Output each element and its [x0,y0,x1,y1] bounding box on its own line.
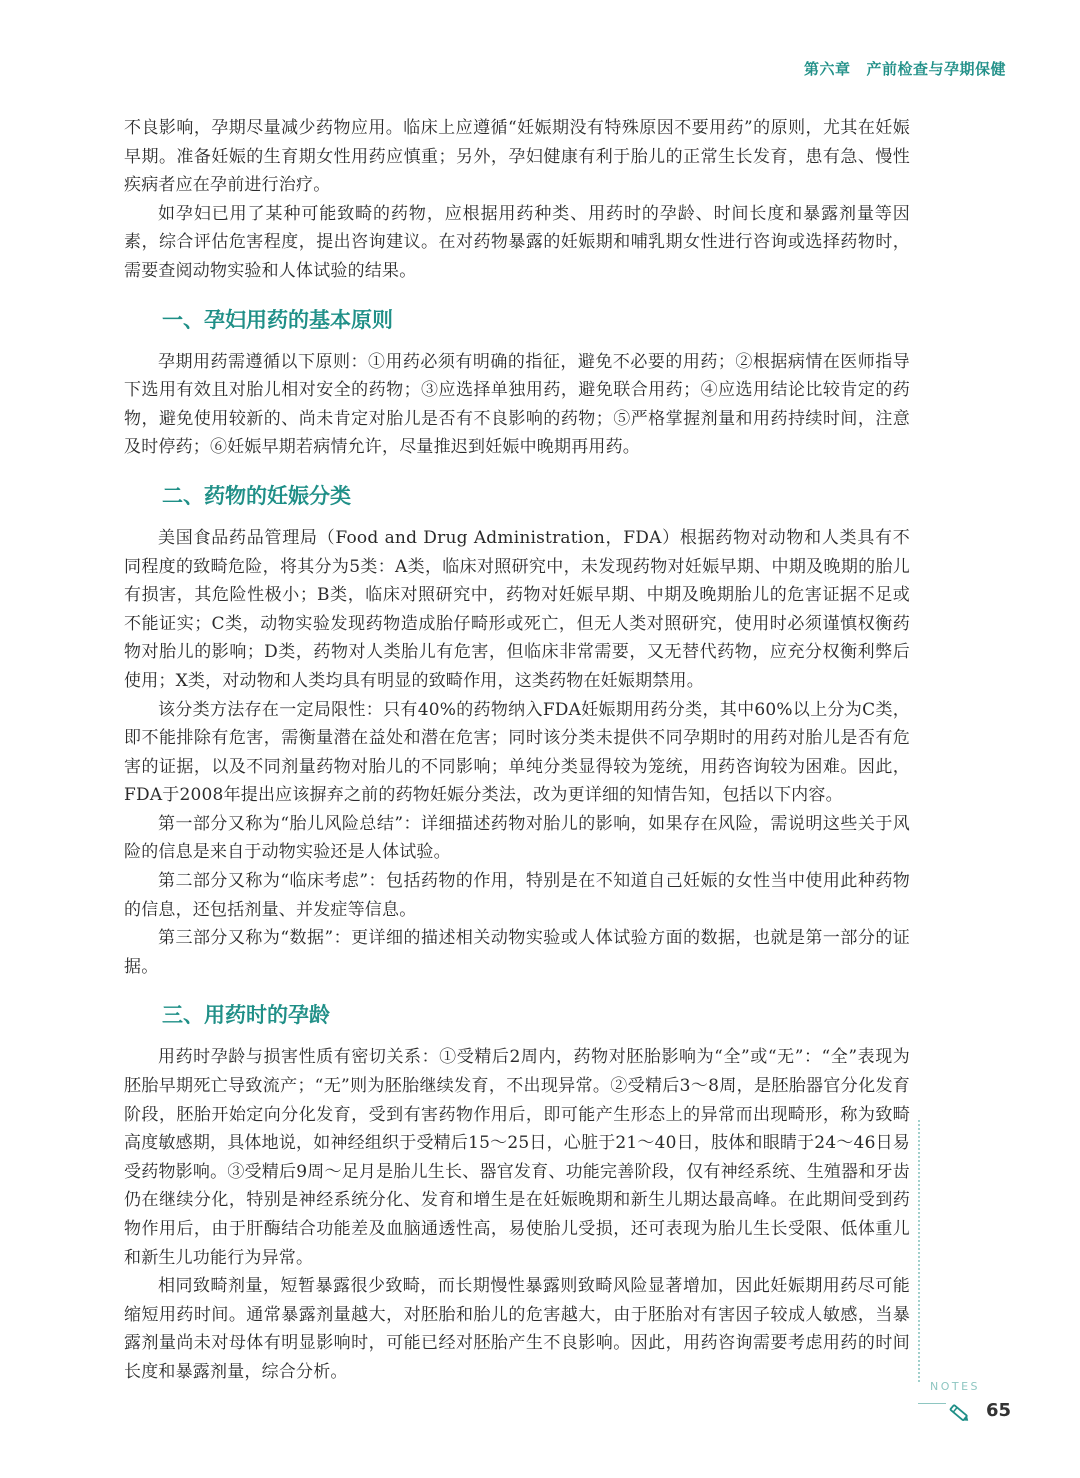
section-heading: 二、药物的妊娠分类 [162,483,351,508]
section-heading: 一、孕妇用药的基本原则 [162,307,393,332]
paragraph: 该分类方法存在一定局限性：只有40%的药物纳入FDA妊娠期用药分类，其中60%以上分为C类，即不能排除有危害，需衡量潜在益处和潜在危害；同时该分类未提供不同孕期时的用药对胎儿是否有危害的证据，以及不同剂量药物对胎儿的不同影响；单纯分类显得较为笼统，用药咨询较为困难。因此，FDA于2008年提出应该摒弃之前的药物妊娠分类法，改为更详细的知情告知，包括以下内容。 [124,699,910,806]
paragraph: 不良影响，孕期尽量减少药物应用。临床上应遵循“妊娠期没有特殊原因不要用药”的原则，尤其在妊娠早期。准备妊娠的生育期女性用药应慎重；另外，孕妇健康有利于胎儿的正常生长发育，患有急、慢性疾病者应在孕前进行治疗。 [124,118,910,196]
paragraph: 第一部分又称为“胎儿风险总结”：详细描述药物对胎儿的影响，如果存在风险，需说明这些关于风险的信息是来自于动物实验还是人体试验。 [124,813,910,863]
paragraph: 第三部分又称为“数据”：更详细的描述相关动物实验或人体试验方面的数据，也就是第一部分的证据。 [124,928,910,977]
paragraph: 美国食品药品管理局（Food and Drug Administration，FDA）根据药物对动物和人类具有不同程度的致畸危险，将其分为5类：A类，临床对照研究中，未发现药物对妊娠早期、中期及晚期的胎儿有损害，其危险性极小；B类，临床对照研究中，药物对妊娠早期、中期及晚期胎儿的危害证据不足或不能证实；C类，动物实验发现药物造成胎仔畸形或死亡，但无人类对照研究，使用时必须谨慎权衡药物对胎儿的影响；D类，药物对人类胎儿有危害，但临床非常需要，又无替代药物，应充分权衡利弊后使用；X类，对动物和人类均具有明显的致畸作用，这类药物在妊娠期禁用。 [124,527,910,691]
notes-margin-rule [918,1120,920,1382]
notes-underline [918,1403,946,1404]
chapter-number: 第六章 [803,60,851,78]
pencil-icon [946,1402,972,1424]
paragraph: 用药时孕龄与损害性质有密切关系：①受精后2周内，药物对胚胎影响为“全”或“无”：“全”表现为胚胎早期死亡导致流产；“无”则为胚胎继续发育，不出现异常。②受精后3～8周，是胚胎器官分化发育阶段，胚胎开始定向分化发育，受到有害药物作用后，即可能产生形态上的异常而出现畸形，称为致畸高度敏感期，具体地说，如神经组织于受精后15～25日，心脏于21～40日，肢体和眼睛于24～46日易受药物影响。③受精后9周～足月是胎儿生长、器官发育、功能完善阶段，仅有神经系统、生殖器和牙齿仍在继续分化，特别是神经系统分化、发育和增生是在妊娠晚期和新生儿期达最高峰。在此期间受到药物作用后，由于肝酶结合功能差及血脑通透性高，易使胎儿受损，还可表现为胎儿生长受限、低体重儿和新生儿功能行为异常。 [124,1047,910,1268]
page-number: 65 [986,1400,1012,1421]
paragraph: 第二部分又称为“临床考虑”：包括药物的作用，特别是在不知道自己妊娠的女性当中使用此种药物的信息，还包括剂量、并发症等信息。 [124,871,910,920]
paragraph: 孕期用药需遵循以下原则：①用药必须有明确的指征，避免不必要的用药；②根据病情在医师指导下选用有效且对胎儿相对安全的药物；③应选择单独用药，避免联合用药；④应选用结论比较肯定的药物，避免使用较新的、尚未肯定对胎儿是否有不良影响的药物；⑤严格掌握剂量和用药持续时间，注意及时停药；⑥妊娠早期若病情允许，尽量推迟到妊娠中晚期再用药。 [124,351,910,458]
paragraph: 相同致畸剂量，短暂暴露很少致畸，而长期慢性暴露则致畸风险显著增加，因此妊娠期用药尽可能缩短用药时间。通常暴露剂量越大，对胚胎和胎儿的危害越大，由于胚胎对有害因子较成人敏感，当暴露剂量尚未对母体有明显影响时，可能已经对胚胎产生不良影响。因此，用药咨询需要考虑用药的时间长度和暴露剂量，综合分析。 [124,1276,910,1382]
paragraph: 如孕妇已用了某种可能致畸的药物，应根据用药种类、用药时的孕龄、时间长度和暴露剂量等因素，综合评估危害程度，提出咨询建议。在对药物暴露的妊娠期和哺乳期女性进行咨询或选择药物时，需要查阅动物实验和人体试验的结果。 [124,203,910,281]
notes-label: NOTES [930,1380,981,1393]
section-heading: 三、用药时的孕龄 [162,1003,330,1028]
running-header [804,58,1006,79]
chapter-title: 产前检查与孕期保健 [866,60,1006,78]
page-body [124,114,910,1387]
